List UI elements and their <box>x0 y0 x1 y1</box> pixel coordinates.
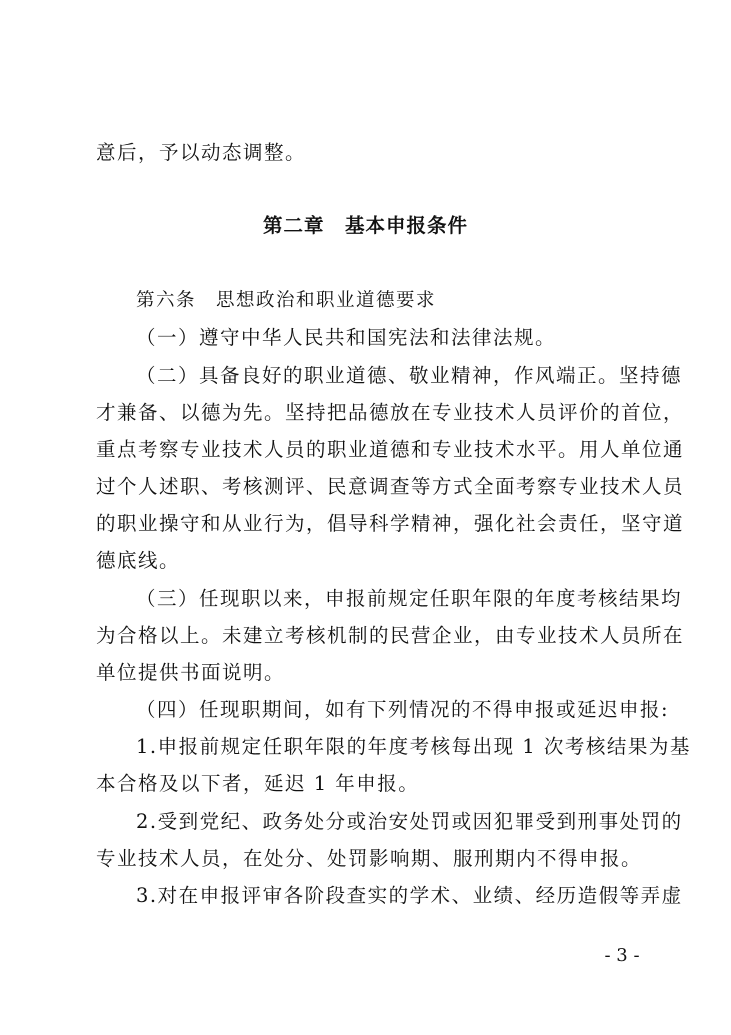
paragraph-line: 3.对在申报评审各阶段查实的学术、业绩、经历造假等弄虚 <box>136 884 683 907</box>
article-heading: 第六条 思想政治和职业道德要求 <box>136 290 437 311</box>
paragraph-line: （一）遵守中华人民共和国宪法和法律法规。 <box>136 326 557 349</box>
paragraph-line: 意后，予以动态调整。 <box>96 141 307 164</box>
paragraph-line: （二）具备良好的职业道德、敬业精神，作风端正。坚持德 <box>136 364 683 387</box>
paragraph-line: 单位提供书面说明。 <box>96 661 286 684</box>
paragraph-line: 本合格及以下者，延迟 1 年申报。 <box>96 772 420 795</box>
paragraph-line: （三）任现职以来，申报前规定任职年限的年度考核结果均 <box>136 587 683 610</box>
paragraph-line: 的职业操守和从业行为，倡导科学精神，强化社会责任，坚守道 <box>96 512 685 535</box>
paragraph-line: 为合格以上。未建立考核机制的民营企业，由专业技术人员所在 <box>96 624 685 647</box>
paragraph-line: 重点考察专业技术人员的职业道德和专业技术水平。用人单位通 <box>96 438 685 461</box>
paragraph-line: 才兼备、以德为先。坚持把品德放在专业技术人员评价的首位， <box>96 401 685 424</box>
page-number: - 3 - <box>604 945 640 966</box>
paragraph-line: 2.受到党纪、政务处分或治安处罚或因犯罪受到刑事处罚的 <box>136 810 683 833</box>
paragraph-line: 1.申报前规定任职年限的年度考核每出现 1 次考核结果为基 <box>136 735 691 758</box>
paragraph-line: （四）任现职期间，如有下列情况的不得申报或延迟申报: <box>136 698 670 721</box>
paragraph-line: 德底线。 <box>96 549 181 572</box>
chapter-title: 第二章 基本申报条件 <box>262 214 468 237</box>
paragraph-line: 过个人述职、考核测评、民意调查等方式全面考察专业技术人员 <box>96 475 685 498</box>
paragraph-line: 专业技术人员，在处分、处罚影响期、服刑期内不得申报。 <box>96 847 643 870</box>
